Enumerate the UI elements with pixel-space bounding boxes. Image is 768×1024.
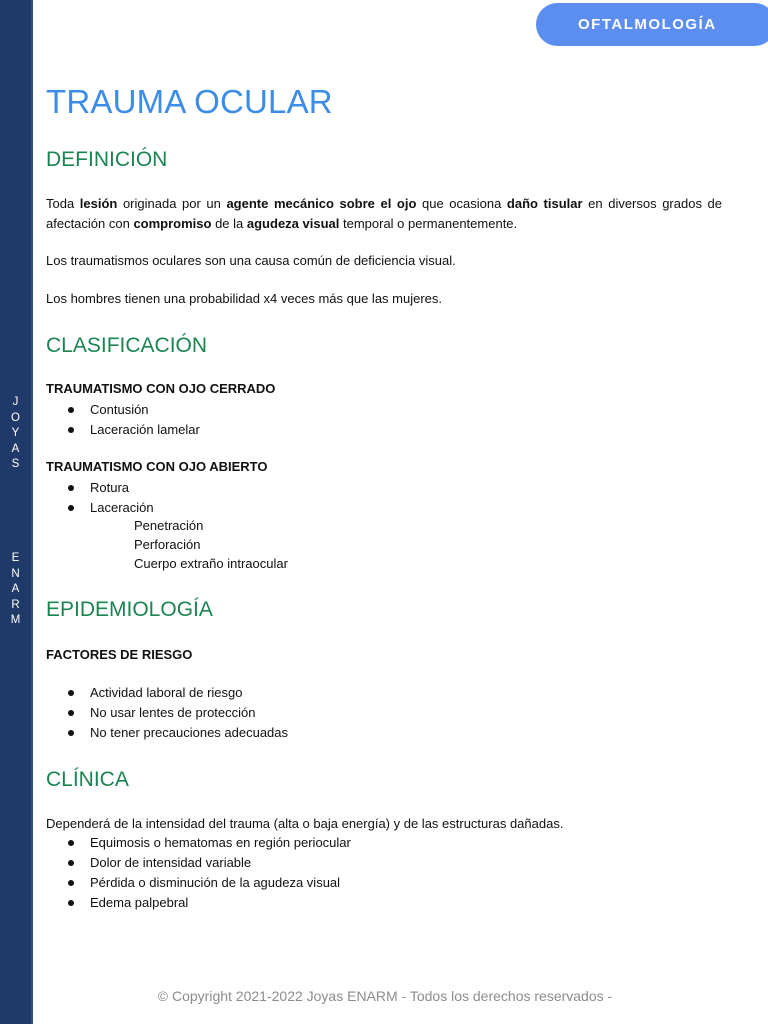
sidebar-letter: Y — [11, 427, 20, 439]
sidebar-letter: E — [11, 552, 20, 564]
page-title: TRAUMA OCULAR — [46, 83, 333, 120]
sidebar-letter: M — [10, 614, 21, 626]
sidebar-letter: A — [11, 583, 20, 595]
sidebar-word-joyas — [0, 395, 31, 473]
bold-term: lesión — [79, 196, 118, 211]
heading-clinica: CLÍNICA — [46, 768, 129, 791]
paragraph-clinica: Dependerá de la intensidad del trauma (alta o baja energía) y de las estructuras dañadas. — [46, 816, 564, 831]
sidebar-letter: R — [11, 598, 20, 611]
sidebar-word-enarm — [0, 551, 31, 629]
list-item: Cuerpo extraño intraocular — [134, 556, 288, 571]
list-clinica — [46, 833, 351, 913]
sidebar-edge — [31, 0, 33, 1024]
copyright-footer — [0, 988, 768, 1004]
list-item: Laceración lamelar — [46, 420, 200, 440]
copyright-text: © Copyright 2021-2022 Joyas ENARM - Todos los derechos reservados - — [157, 988, 613, 1004]
list-item: Dolor de intensidad variable — [46, 853, 351, 873]
sidebar-letter: N — [11, 567, 20, 580]
paragraph-hombres: Los hombres tienen una probabilidad x4 veces más que las mujeres. — [46, 291, 443, 306]
section-badge: OFTALMOLOGÍA — [536, 3, 768, 46]
list-item: Laceración — [46, 498, 154, 518]
subheading-ojo-abierto: TRAUMATISMO CON OJO ABIERTO — [46, 459, 268, 474]
subheading-factores-riesgo: FACTORES DE RIESGO — [46, 647, 193, 662]
text-run: en diversos grados de afectación con — [46, 196, 722, 231]
list-item: Equimosis o hematomas en región periocular — [46, 833, 351, 853]
list-factores-riesgo — [46, 683, 288, 743]
definition-paragraph — [46, 194, 722, 233]
list-ojo-cerrado — [46, 400, 200, 440]
bold-term: agente mecánico sobre el ojo — [226, 196, 417, 211]
bold-term: agudeza visual — [246, 215, 340, 231]
paragraph-causa: Los traumatismos oculares son una causa común de deficiencia visual. — [46, 253, 456, 268]
list-item: Penetración — [134, 518, 204, 533]
text-run: temporal o permanentemente. — [339, 215, 518, 231]
list-item: Rotura — [46, 478, 154, 498]
list-item: No usar lentes de protección — [46, 703, 288, 723]
text-run: originada por un — [117, 196, 227, 211]
sidebar — [0, 0, 31, 1024]
heading-epidemiologia: EPIDEMIOLOGÍA — [46, 598, 213, 621]
sidebar-letter: A — [11, 442, 20, 455]
text-run: que ocasiona — [416, 196, 507, 211]
sidebar-letter: J — [12, 396, 19, 408]
sidebar-letter: S — [11, 458, 20, 470]
subheading-ojo-cerrado: TRAUMATISMO CON OJO CERRADO — [46, 381, 276, 396]
bold-term: compromiso — [133, 215, 212, 231]
list-item: No tener precauciones adecuadas — [46, 723, 288, 743]
list-ojo-abierto — [46, 478, 154, 518]
list-laceracion-subtypes — [134, 516, 288, 573]
list-item: Contusión — [46, 400, 200, 420]
heading-definicion: DEFINICIÓN — [46, 148, 168, 171]
list-item: Pérdida o disminución de la agudeza visual — [46, 873, 351, 893]
list-item: Actividad laboral de riesgo — [46, 683, 288, 703]
list-item: Edema palpebral — [46, 893, 351, 913]
text-run: de la — [211, 215, 247, 231]
list-item: Perforación — [134, 537, 201, 552]
text-run: Toda — [46, 196, 80, 211]
heading-clasificacion: CLASIFICACIÓN — [46, 334, 208, 357]
sidebar-letter: O — [11, 411, 20, 424]
bold-term: daño tisular — [506, 196, 583, 211]
